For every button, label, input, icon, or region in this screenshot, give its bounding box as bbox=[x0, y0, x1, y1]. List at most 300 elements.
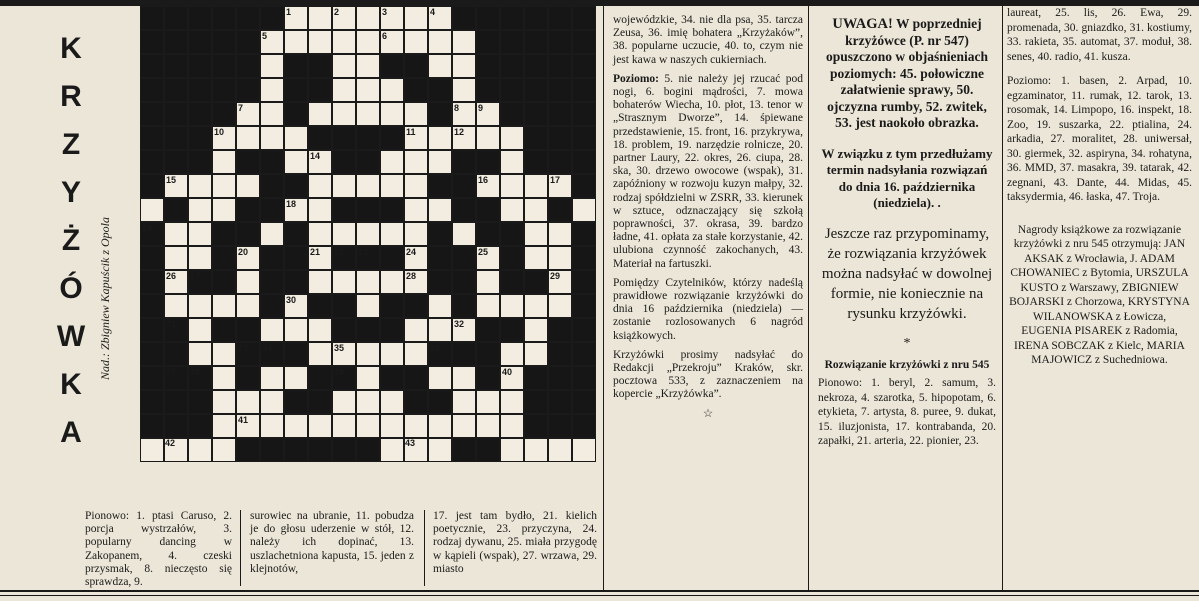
grid-cell[interactable] bbox=[236, 102, 260, 126]
grid-cell[interactable] bbox=[380, 174, 404, 198]
grid-cell[interactable] bbox=[524, 342, 548, 366]
grid-cell[interactable] bbox=[380, 342, 404, 366]
grid-cell[interactable] bbox=[260, 102, 284, 126]
grid-cell[interactable] bbox=[332, 270, 356, 294]
grid-cell-black bbox=[140, 366, 164, 390]
grid-cell-black bbox=[140, 174, 164, 198]
grid-cell[interactable] bbox=[428, 30, 452, 54]
grid-cell-black bbox=[188, 270, 212, 294]
grid-cell-black bbox=[476, 54, 500, 78]
vertical-clues-continued: wojewódzkie, 34. nie dla psa, 35. tarcza Zeusa, 36. imię bohatera „Krzyżaków”, 38. popularne uczucie, 40. to, czym nie jest kawa w naszych cukierniach. bbox=[613, 14, 803, 66]
grid-cell[interactable] bbox=[548, 246, 572, 270]
grid-cell[interactable] bbox=[260, 390, 284, 414]
grid-cell[interactable] bbox=[164, 294, 188, 318]
grid-cell[interactable] bbox=[260, 222, 284, 246]
grid-cell[interactable] bbox=[356, 270, 380, 294]
grid-cell[interactable] bbox=[212, 438, 236, 462]
grid-cell[interactable] bbox=[380, 150, 404, 174]
grid-cell[interactable] bbox=[428, 198, 452, 222]
grid-cell-black bbox=[572, 342, 596, 366]
grid-cell-black bbox=[188, 54, 212, 78]
grid-cell[interactable] bbox=[452, 390, 476, 414]
grid-cell[interactable] bbox=[308, 150, 332, 174]
grid-cell-black bbox=[284, 246, 308, 270]
winner-name: KRYSTYNA WILANOWSKA bbox=[1032, 296, 1190, 323]
grid-cell-black bbox=[476, 150, 500, 174]
grid-cell-black bbox=[428, 390, 452, 414]
grid-cell[interactable] bbox=[332, 30, 356, 54]
grid-cell[interactable] bbox=[524, 198, 548, 222]
grid-cell[interactable] bbox=[380, 438, 404, 462]
grid-cell-black bbox=[140, 78, 164, 102]
grid-cell[interactable] bbox=[524, 294, 548, 318]
grid-cell[interactable] bbox=[380, 390, 404, 414]
grid-cell[interactable] bbox=[332, 174, 356, 198]
grid-cell[interactable] bbox=[212, 150, 236, 174]
grid-cell-black bbox=[188, 6, 212, 30]
clue-number: 40 bbox=[502, 367, 513, 377]
grid-cell[interactable] bbox=[188, 246, 212, 270]
grid-cell[interactable] bbox=[476, 126, 500, 150]
grid-cell[interactable] bbox=[188, 438, 212, 462]
grid-cell[interactable] bbox=[164, 270, 188, 294]
grid-cell[interactable] bbox=[380, 222, 404, 246]
clue-number: 24 bbox=[406, 247, 417, 257]
grid-cell[interactable] bbox=[356, 174, 380, 198]
grid-cell-black bbox=[452, 438, 476, 462]
correction-text: W poprzedniej krzyżówce (P. nr 547) opuszczono w objaśnieniach poziomych: 45. połowiczne załatwienie sprawy, 50. ojczyzna rumby, 52. zwitek, 53. jest naokoło obrazka. bbox=[825, 16, 989, 130]
grid-cell[interactable] bbox=[284, 414, 308, 438]
grid-cell-black bbox=[188, 78, 212, 102]
grid-cell-black bbox=[572, 102, 596, 126]
grid-cell[interactable] bbox=[284, 198, 308, 222]
grid-cell[interactable] bbox=[356, 30, 380, 54]
winners-list bbox=[1007, 223, 1192, 368]
clue-number: 31 bbox=[166, 319, 177, 329]
grid-cell[interactable] bbox=[380, 6, 404, 30]
grid-cell[interactable] bbox=[500, 294, 524, 318]
grid-cell-black bbox=[380, 198, 404, 222]
grid-cell[interactable] bbox=[332, 222, 356, 246]
grid-cell-black bbox=[260, 342, 284, 366]
grid-cell[interactable] bbox=[212, 366, 236, 390]
grid-cell[interactable] bbox=[452, 102, 476, 126]
title-letter: A bbox=[60, 416, 82, 449]
grid-cell[interactable] bbox=[452, 366, 476, 390]
grid-cell[interactable] bbox=[476, 414, 500, 438]
grid-cell[interactable] bbox=[212, 198, 236, 222]
grid-cell[interactable] bbox=[548, 270, 572, 294]
grid-cell[interactable] bbox=[380, 270, 404, 294]
grid-cell[interactable] bbox=[452, 126, 476, 150]
grid-cell[interactable] bbox=[476, 390, 500, 414]
grid-cell[interactable] bbox=[404, 342, 428, 366]
grid-cell[interactable] bbox=[524, 174, 548, 198]
grid-cell[interactable] bbox=[332, 390, 356, 414]
winner-name: URSZULA KUSTO bbox=[1020, 267, 1189, 294]
grid-cell-black bbox=[572, 174, 596, 198]
grid-cell[interactable] bbox=[524, 222, 548, 246]
grid-cell[interactable] bbox=[260, 30, 284, 54]
grid-cell-black bbox=[548, 30, 572, 54]
grid-cell[interactable] bbox=[428, 126, 452, 150]
grid-cell[interactable] bbox=[188, 222, 212, 246]
grid-cell-black bbox=[212, 6, 236, 30]
grid-cell[interactable] bbox=[188, 342, 212, 366]
clue-number: 27 bbox=[190, 271, 201, 281]
grid-cell-black bbox=[356, 198, 380, 222]
grid-cell-black bbox=[548, 126, 572, 150]
grid-cell[interactable] bbox=[404, 246, 428, 270]
grid-cell-black bbox=[260, 270, 284, 294]
grid-cell[interactable] bbox=[428, 414, 452, 438]
grid-cell-black bbox=[284, 390, 308, 414]
grid-cell-black bbox=[188, 366, 212, 390]
grid-cell[interactable] bbox=[428, 438, 452, 462]
grid-cell[interactable] bbox=[260, 318, 284, 342]
grid-cell[interactable] bbox=[452, 318, 476, 342]
grid-cell[interactable] bbox=[356, 102, 380, 126]
grid-cell[interactable] bbox=[548, 294, 572, 318]
grid-cell-black bbox=[548, 390, 572, 414]
grid-cell[interactable] bbox=[140, 438, 164, 462]
grid-cell[interactable] bbox=[332, 102, 356, 126]
grid-cell[interactable] bbox=[236, 414, 260, 438]
grid-cell-black bbox=[476, 222, 500, 246]
grid-cell[interactable] bbox=[500, 414, 524, 438]
grid-cell[interactable] bbox=[356, 414, 380, 438]
grid-cell[interactable] bbox=[500, 198, 524, 222]
grid-cell-black bbox=[524, 270, 548, 294]
clue-number: 37 bbox=[166, 367, 177, 377]
grid-cell[interactable] bbox=[140, 198, 164, 222]
winner-city: z Suchedniowa. bbox=[1092, 354, 1168, 366]
grid-cell[interactable] bbox=[284, 126, 308, 150]
grid-cell[interactable] bbox=[236, 294, 260, 318]
grid-cell[interactable] bbox=[332, 78, 356, 102]
grid-cell[interactable] bbox=[332, 414, 356, 438]
grid-cell-black bbox=[164, 342, 188, 366]
grid-cell[interactable] bbox=[380, 414, 404, 438]
grid-cell[interactable] bbox=[500, 438, 524, 462]
grid-cell-black bbox=[236, 78, 260, 102]
grid-cell[interactable] bbox=[500, 150, 524, 174]
grid-cell-black bbox=[332, 198, 356, 222]
grid-cell-black bbox=[548, 54, 572, 78]
grid-cell-black bbox=[164, 318, 188, 342]
grid-cell-black bbox=[380, 246, 404, 270]
grid-cell[interactable] bbox=[500, 390, 524, 414]
grid-cell[interactable] bbox=[308, 246, 332, 270]
grid-cell[interactable] bbox=[284, 294, 308, 318]
solution-horizontal-heading: Poziomo: bbox=[1007, 75, 1052, 87]
grid-cell-black bbox=[140, 126, 164, 150]
grid-cell[interactable] bbox=[212, 126, 236, 150]
grid-cell-black bbox=[476, 78, 500, 102]
grid-cell-black bbox=[572, 30, 596, 54]
title-letter: Z bbox=[61, 128, 81, 161]
grid-cell-black bbox=[524, 30, 548, 54]
grid-cell-black bbox=[308, 78, 332, 102]
grid-cell[interactable] bbox=[308, 414, 332, 438]
grid-cell-black bbox=[404, 366, 428, 390]
grid-cell-black bbox=[572, 126, 596, 150]
grid-cell[interactable] bbox=[524, 246, 548, 270]
grid-cell[interactable] bbox=[212, 294, 236, 318]
grid-cell[interactable] bbox=[356, 342, 380, 366]
crossword-grid bbox=[140, 6, 595, 482]
grid-cell[interactable] bbox=[356, 78, 380, 102]
bottom-clues-1 bbox=[85, 510, 232, 589]
clue-number: 17 bbox=[550, 175, 561, 185]
grid-cell[interactable] bbox=[188, 294, 212, 318]
grid-cell-black bbox=[452, 150, 476, 174]
grid-cell-black bbox=[356, 438, 380, 462]
grid-cell[interactable] bbox=[524, 318, 548, 342]
grid-cell[interactable] bbox=[332, 54, 356, 78]
grid-cell[interactable] bbox=[212, 174, 236, 198]
grid-cell[interactable] bbox=[428, 366, 452, 390]
grid-cell-black bbox=[548, 414, 572, 438]
grid-cell-black bbox=[164, 414, 188, 438]
grid-cell[interactable] bbox=[356, 6, 380, 30]
clue-number: 1 bbox=[286, 7, 292, 17]
grid-cell[interactable] bbox=[428, 54, 452, 78]
grid-cell[interactable] bbox=[404, 102, 428, 126]
grid-cell-black bbox=[356, 150, 380, 174]
grid-cell[interactable] bbox=[212, 390, 236, 414]
grid-cell[interactable] bbox=[452, 30, 476, 54]
clue-number: 7 bbox=[238, 103, 244, 113]
grid-cell-black bbox=[140, 54, 164, 78]
box-right-border bbox=[1002, 6, 1003, 590]
clue-number: 33 bbox=[238, 343, 249, 353]
grid-cell-black bbox=[236, 198, 260, 222]
grid-cell[interactable] bbox=[260, 126, 284, 150]
grid-cell-black bbox=[188, 150, 212, 174]
grid-cell[interactable] bbox=[332, 342, 356, 366]
grid-cell-black bbox=[404, 390, 428, 414]
grid-cell[interactable] bbox=[308, 198, 332, 222]
winner-city: z Bytomia, bbox=[1079, 267, 1136, 279]
grid-cell[interactable] bbox=[212, 414, 236, 438]
grid-cell[interactable] bbox=[284, 366, 308, 390]
grid-cell[interactable] bbox=[236, 270, 260, 294]
grid-cell[interactable] bbox=[188, 198, 212, 222]
grid-cell[interactable] bbox=[404, 126, 428, 150]
grid-cell-black bbox=[572, 54, 596, 78]
grid-cell-black bbox=[380, 294, 404, 318]
grid-cell-black bbox=[452, 294, 476, 318]
grid-cell[interactable] bbox=[332, 6, 356, 30]
grid-cell[interactable] bbox=[164, 246, 188, 270]
grid-cell[interactable] bbox=[308, 102, 332, 126]
grid-cell[interactable] bbox=[500, 174, 524, 198]
solution-column bbox=[1007, 6, 1192, 378]
grid-cell-black bbox=[212, 30, 236, 54]
grid-cell-black bbox=[572, 270, 596, 294]
grid-cell[interactable] bbox=[260, 54, 284, 78]
grid-cell-black bbox=[572, 294, 596, 318]
grid-cell-black bbox=[524, 126, 548, 150]
clue-number: 19 bbox=[142, 223, 153, 233]
bottom-clues-2: surowiec na ubranie, 11. pobudza je do głosu uderzenie w stół, 12. należy ich dopinać, 13. uszlachetniona kapusta, 15. jeden z klejnotów, bbox=[250, 510, 414, 575]
clue-number: 4 bbox=[430, 7, 436, 17]
grid-cell[interactable] bbox=[308, 270, 332, 294]
grid-cell[interactable] bbox=[308, 342, 332, 366]
grid-cell[interactable] bbox=[428, 150, 452, 174]
grid-cell[interactable] bbox=[428, 318, 452, 342]
grid-cell-black bbox=[236, 6, 260, 30]
grid-cell[interactable] bbox=[404, 150, 428, 174]
grid-cell[interactable] bbox=[476, 246, 500, 270]
grid-cell[interactable] bbox=[548, 222, 572, 246]
grid-cell[interactable] bbox=[356, 222, 380, 246]
grid-cell[interactable] bbox=[404, 174, 428, 198]
grid-cell-black bbox=[428, 174, 452, 198]
title-letter: Y bbox=[60, 176, 81, 209]
grid-cell-black bbox=[284, 78, 308, 102]
grid-cell[interactable] bbox=[548, 438, 572, 462]
grid-cell-black bbox=[404, 294, 428, 318]
grid-cell[interactable] bbox=[260, 366, 284, 390]
grid-cell[interactable] bbox=[284, 30, 308, 54]
correction-notice bbox=[820, 16, 994, 132]
grid-cell[interactable] bbox=[476, 174, 500, 198]
grid-cell-black bbox=[164, 102, 188, 126]
grid-cell[interactable] bbox=[452, 78, 476, 102]
grid-cell[interactable] bbox=[452, 222, 476, 246]
grid-cell[interactable] bbox=[236, 126, 260, 150]
star-separator: * bbox=[903, 335, 911, 351]
grid-cell[interactable] bbox=[428, 294, 452, 318]
grid-cell[interactable] bbox=[500, 342, 524, 366]
winner-city: z Chorzowa, bbox=[1064, 296, 1128, 308]
grid-cell-black bbox=[308, 438, 332, 462]
grid-cell[interactable] bbox=[164, 222, 188, 246]
grid-cell-black bbox=[164, 198, 188, 222]
grid-cell-black bbox=[140, 30, 164, 54]
grid-cell[interactable] bbox=[404, 414, 428, 438]
grid-cell[interactable] bbox=[524, 438, 548, 462]
clue-number: 16 bbox=[478, 175, 489, 185]
winner-city: z Radomia, bbox=[1122, 325, 1178, 337]
clue-number: 15 bbox=[166, 175, 177, 185]
grid-cell-black bbox=[428, 102, 452, 126]
grid-cell[interactable] bbox=[404, 198, 428, 222]
grid-cell[interactable] bbox=[356, 390, 380, 414]
grid-cell[interactable] bbox=[548, 174, 572, 198]
bottom-rule bbox=[0, 590, 1199, 592]
deadline-extension: W związku z tym przedłużamy termin nadsyłania rozwiązań do dnia 16. października (niedziela). . bbox=[821, 145, 993, 210]
grid-cell[interactable] bbox=[308, 318, 332, 342]
grid-cell[interactable] bbox=[356, 294, 380, 318]
grid-cell[interactable] bbox=[188, 318, 212, 342]
notice-box bbox=[812, 6, 1002, 590]
grid-cell-black bbox=[284, 222, 308, 246]
grid-cell-black bbox=[260, 438, 284, 462]
star-ornament: ☆ bbox=[702, 407, 714, 420]
grid-cell[interactable] bbox=[500, 126, 524, 150]
grid-cell[interactable] bbox=[380, 78, 404, 102]
grid-cell[interactable] bbox=[356, 54, 380, 78]
grid-cell[interactable] bbox=[404, 270, 428, 294]
grid-cell[interactable] bbox=[476, 294, 500, 318]
grid-cell[interactable] bbox=[188, 174, 212, 198]
title-letter: R bbox=[60, 80, 82, 113]
grid-cell[interactable] bbox=[284, 318, 308, 342]
grid-cell[interactable] bbox=[356, 366, 380, 390]
grid-cell[interactable] bbox=[236, 246, 260, 270]
grid-cell-black bbox=[260, 174, 284, 198]
grid-cell[interactable] bbox=[452, 414, 476, 438]
grid-cell[interactable] bbox=[572, 198, 596, 222]
grid-cell[interactable] bbox=[476, 270, 500, 294]
grid-cell[interactable] bbox=[404, 6, 428, 30]
grid-cell[interactable] bbox=[404, 318, 428, 342]
grid-cell[interactable] bbox=[404, 30, 428, 54]
clue-number: 43 bbox=[405, 438, 416, 448]
clue-number: 9 bbox=[478, 103, 484, 113]
grid-cell-black bbox=[572, 390, 596, 414]
grid-cell[interactable] bbox=[476, 102, 500, 126]
grid-cell[interactable] bbox=[380, 102, 404, 126]
grid-cell-black bbox=[572, 366, 596, 390]
grid-cell-black bbox=[572, 246, 596, 270]
uwaga-heading: UWAGA! bbox=[832, 16, 893, 32]
grid-cell-black bbox=[236, 366, 260, 390]
clue-number: 14 bbox=[310, 151, 321, 161]
grid-cell[interactable] bbox=[284, 150, 308, 174]
grid-cell[interactable] bbox=[260, 414, 284, 438]
grid-cell-black bbox=[548, 6, 572, 30]
grid-cell-black bbox=[500, 78, 524, 102]
grid-cell[interactable] bbox=[236, 390, 260, 414]
winner-name: MARIA MAJOWICZ bbox=[1031, 339, 1185, 366]
grid-cell-black bbox=[308, 126, 332, 150]
grid-cell[interactable] bbox=[452, 54, 476, 78]
grid-cell[interactable] bbox=[308, 30, 332, 54]
grid-cell-black bbox=[332, 150, 356, 174]
grid-cell-black bbox=[212, 54, 236, 78]
clue-number: 42 bbox=[165, 438, 176, 448]
grid-cell[interactable] bbox=[500, 366, 524, 390]
grid-cell-black bbox=[500, 270, 524, 294]
grid-cell[interactable] bbox=[236, 174, 260, 198]
solution-vertical-text: 1. beryl, 2. samum, 3. nekroza, 4. szarotka, 5. hipopotam, 6. etykieta, 7. artysta, 8. puree, 9. dukat, 15. iluzjonista, 17. kontrabanda, 20. zapałki, 21. arteria, 22. pionier, 23. bbox=[818, 377, 996, 447]
grid-cell[interactable] bbox=[308, 6, 332, 30]
grid-cell-black bbox=[452, 246, 476, 270]
grid-cell[interactable] bbox=[380, 30, 404, 54]
grid-cell-black bbox=[332, 438, 356, 462]
grid-cell-black bbox=[452, 342, 476, 366]
grid-cell[interactable] bbox=[308, 222, 332, 246]
grid-cell-black bbox=[428, 270, 452, 294]
grid-cell-black bbox=[524, 54, 548, 78]
grid-cell[interactable] bbox=[164, 174, 188, 198]
grid-cell[interactable] bbox=[404, 222, 428, 246]
bottom-divider bbox=[240, 510, 241, 586]
winner-city: z Wrocławia, bbox=[1063, 252, 1131, 265]
bottom-clues-3: 17. jest tam bydło, 21. kielich poetycznie, 23. przyczyna, 24. rodzaj dywanu, 25. miała przygodę w kąpieli (wspak), 27. wrzawa, 29. miasto bbox=[433, 510, 597, 575]
grid-cell[interactable] bbox=[428, 6, 452, 30]
grid-cell[interactable] bbox=[260, 78, 284, 102]
grid-cell[interactable] bbox=[572, 438, 596, 462]
grid-cell[interactable] bbox=[212, 342, 236, 366]
grid-cell[interactable] bbox=[284, 6, 308, 30]
grid-cell[interactable] bbox=[308, 174, 332, 198]
grid-cell-black bbox=[212, 270, 236, 294]
